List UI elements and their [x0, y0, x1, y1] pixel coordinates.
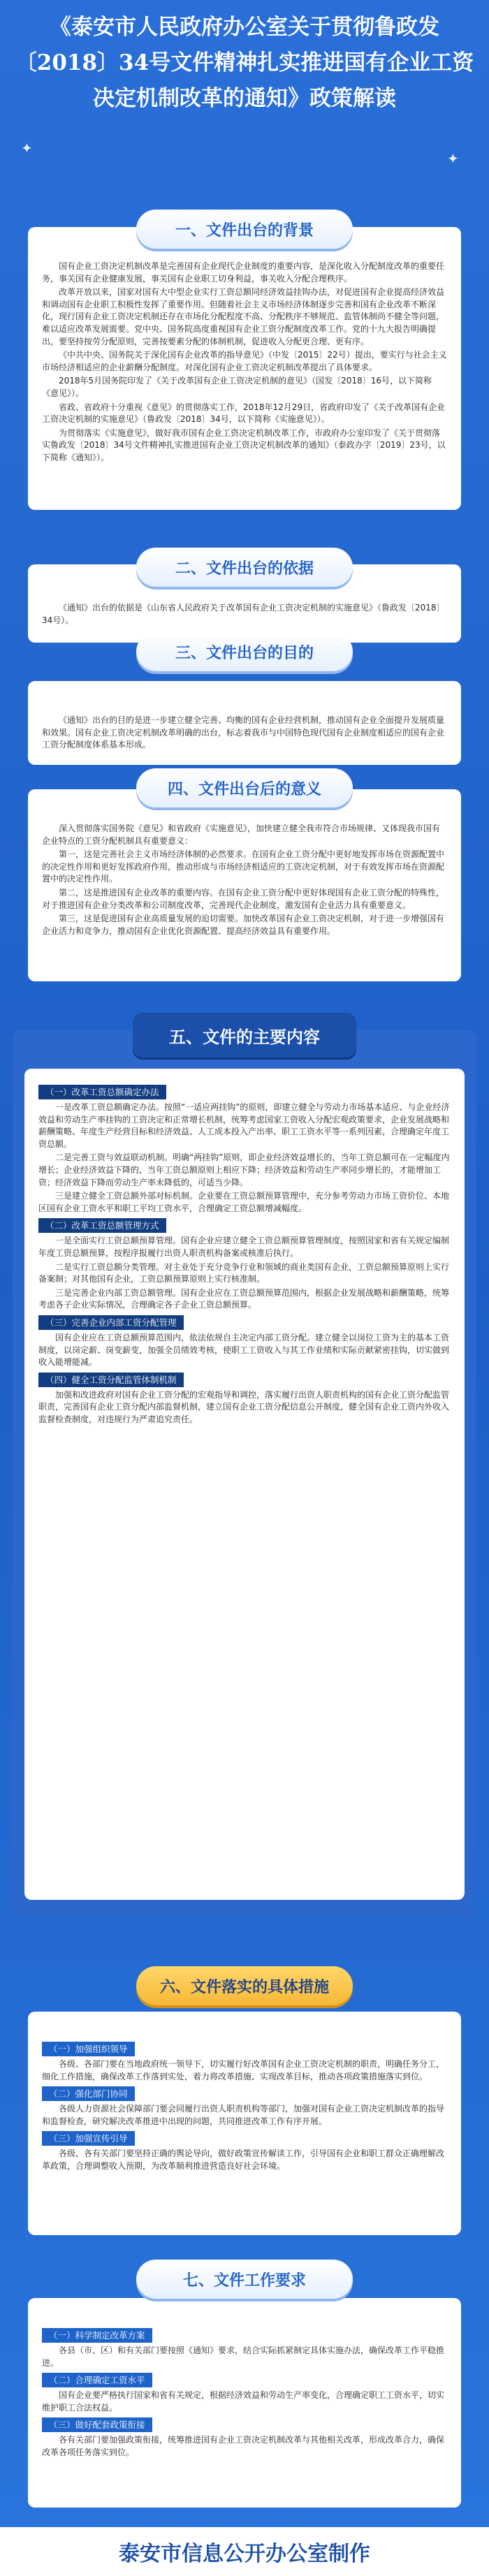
section-1-title: 一、文件出台的背景 [136, 210, 353, 249]
section-7-card [28, 2298, 461, 2508]
subsection-heading: （三）加强宣传引导 [42, 2131, 135, 2146]
paragraph: 2018年5月国务院印发了《关于改革国有企业工资决定机制的意见》（国发〔2018〕16号，以下简称《意见》）。 [42, 376, 432, 398]
paragraph: 国有企业工资决定机制改革是完善国有企业现代企业制度的重要内容，是深化收入分配制度改革的重要任务，事关国有企业健康发展，事关国有企业职工切身利益，事关收入分配合理秩序。 [42, 261, 445, 284]
paragraph: 为贯彻落实《实施意见》，做好我市国有企业工资决定机制改革工作，市政府办公室印发了《关于贯彻落实鲁政发〔2018〕34号文件精神扎实推进国有企业工资决定机制改革的通知》（泰政办字〔2019〕23号，以下简称《通知》）。 [42, 427, 446, 462]
section-5-title: 五、文件的主要内容 [133, 1013, 356, 1058]
section-5-card [24, 1069, 465, 1900]
section-4-card [28, 789, 461, 981]
paragraph: 国有企业要严格执行国家和省有关规定，根据经济效益和劳动生产率变化，合理确定职工工资水平，切实维护职工合法权益。 [42, 2390, 445, 2413]
paragraph: 第三，这是促进国有企业高质量发展的迫切需要。加快改革国有企业工资决定机制，对于进一步增强国有企业活力和竞争力，推动国有企业优化资源配置、提高经济效益具有重要作用。 [42, 914, 445, 936]
subsection-heading: （二）合理确定工资水平 [42, 2373, 152, 2387]
paragraph: 一是改革工资总额确定办法。按照“一适应两挂钩”的原则，即建立健全与劳动力市场基本适应、与企业经济效益和劳动生产率挂钩的工资决定和正常增长机制，统筹考虑国家工资收入分配宏观政策要求，企业发展战略和薪酬策略、年度生产经营目标和经济效益、人工成本投入产出率、职工工资水平等一系列因素，合理确定年度工资总额。 [38, 1102, 450, 1149]
paragraph: 三是完善企业内部工资总额管理。国有企业应在工资总额预算范围内，根据企业发展战略和薪酬策略，统筹考虑各子企业实际情况，合理确定各子企业工资总额预算。 [38, 1287, 450, 1310]
subsection-heading: （三）做好配套政策衔接 [42, 2417, 152, 2432]
paragraph: 省政、省政府十分重视《意见》的贯彻落实工作，2018年12月29日，省政府印发了《关于改革国有企业工资决定机制的实施意见》（鲁政发〔2018〕34号，以下简称《实施意见》）。 [42, 402, 446, 425]
subsection-heading: （二）改革工资总额管理方式 [38, 1218, 166, 1233]
footer-credit: 泰安市信息公开办公室制作 [0, 2527, 489, 2576]
hero-banner [0, 0, 489, 210]
subsection-heading: （二）强化部门协同 [42, 2086, 135, 2101]
section-4-title: 四、文件出台后的意义 [136, 768, 353, 807]
paragraph: 第二，这是推进国有企业改革的重要内容。在国有企业工资分配中更好体现国有企业工资分配的特殊性，对于推进国有企业分类改革和公司制度改革，完善现代企业制度，激发国有企业活力具有重要意义。 [42, 887, 445, 910]
paragraph: 二是实行工资总额分类管理。对主业处于充分竞争行业和领域的商业类国有企业，工资总额预算原则上实行备案制；对其他国有企业，工资总额预算原则上实行核准制。 [38, 1261, 450, 1285]
title-line-1: 《泰安市人民政府办公室关于贯彻鲁政发 [50, 15, 439, 40]
paragraph: 《中共中央、国务院关于深化国有企业改革的指导意见》（中发〔2015〕22号）提出，要实行与社会主义市场经济相适应的企业薪酬分配制度。对深化国有企业工资决定机制改革提出了具体要求。 [42, 350, 447, 372]
title-line-3: 决定机制改革的通知》政策解读 [93, 86, 396, 111]
paragraph: 《通知》出台的依据是《山东省人民政府关于改革国有企业工资决定机制的实施意见》（鲁政发〔2018〕34号）。 [42, 603, 445, 625]
paragraph: 深入贯彻落实国务院《意见》和省政府《实施意见》，加快建立健全我市符合市场规律、又体现我市国有企业特点的工资分配机制具有重要意义： [42, 824, 441, 846]
paragraph: 加强和改进政府对国有企业工资分配的宏观指导和调控，落实履行出资人职责机构的国有企业工资分配监管职责，完善国有企业工资分配内部监督机制，建立国有企业工资分配信息公开制度，健全国有企业工资内外收入监督检查制度，对违规行为严肃追究责任。 [38, 1389, 450, 1424]
paragraph: 各级人力资源社会保障部门要会同履行出资人职责机构等部门，加强对国有企业工资决定机制改革的指导和监督检查，研究解决改革推进中出现的问题，共同推进改革工作有序开展。 [42, 2104, 445, 2126]
sparkle-icon: ✦ [21, 140, 33, 156]
sparkle-icon: ✦ [447, 150, 459, 167]
subsection-heading: （一）加强组织领导 [42, 2042, 135, 2056]
paragraph: 国有企业应在工资总额预算范围内，依法依规自主决定内部工资分配。建立健全以岗位工资为主的基本工资制度，以岗定薪、岗变薪变，加强全员绩效考核，使职工工资收入与其工作业绩和实际贡献紧密挂钩，切实做到收入能增能减。 [38, 1332, 450, 1368]
title-line-2: 〔2018〕34号文件精神扎实推进国有企业工资 [15, 50, 474, 75]
subsection-heading: （一）改革工资总额确定办法 [38, 1085, 166, 1099]
paragraph: 各有关部门要加强政策衔接，统筹推进国有企业工资决定机制改革与其他相关改革，形成改革合力，确保改革各项任务落实到位。 [42, 2435, 445, 2457]
paragraph: 一是全面实行工资总额预算管理。国有企业应建立健全工资总额预算管理制度，按照国家和省有关规定编制年度工资总额预算，按程序报履行出资人职责机构备案或核准后执行。 [38, 1236, 450, 1258]
section-2-title: 二、文件出台的依据 [136, 548, 353, 587]
paragraph: 三是建立健全工资总额外部对标机制。企业要在工资总额预算管理中，充分参考劳动力市场工资价位、本地区国有企业工资水平和职工平均工资水平，合理确定工资总额增减幅度。 [38, 1191, 450, 1213]
section-7-title: 七、文件工作要求 [136, 2260, 353, 2299]
section-3-title: 三、文件出台的目的 [136, 632, 353, 671]
section-3-card [28, 681, 461, 765]
subsection-heading: （三）完善企业内部工资分配管理 [38, 1315, 184, 1330]
paragraph: 各级、各部门要在当地政府统一领导下，切实履行好改革国有企业工资决定机制的职责，明确任务分工，细化工作措施，确保改革工作落到实处，着力将改革措施、实现改革目标，推动各项政策措施落实到位。 [42, 2059, 445, 2081]
paragraph: 二是完善工资与效益联动机制。明确“两挂钩”原则，即企业经济效益增长的，当年工资总额可在一定幅度内增长；企业经济效益下降的，当年工资总额原则上相应下降；经济效益和劳动生产率同步增长的，才能增加工资；经济效益下降而劳动生产率未降低的，可适当少降。 [38, 1152, 450, 1187]
paragraph: 《通知》出台的目的是进一步建立健全完善、均衡的国有企业经营机制，推动国有企业全面提升发展质量和效果。国有企业工资决定机制改革明确的出台，标志着我市与中国特色现代国有企业制度相适应的国有企业工资分配制度体系基本形成。 [42, 715, 445, 750]
section-6-title: 六、文件落实的具体措施 [136, 1966, 353, 2005]
page-title [7, 10, 482, 117]
section-6-card [28, 2012, 461, 2235]
paragraph: 改革开放以来，国家对国有大中型企业实行工资总额同经济效益挂钩办法，对促进国有企业提高经济效益和调动国有企业职工积极性发挥了重要作用。但随着社会主义市场经济体制逐步完善和国有企业改革不断深化，现行国有企业工资决定机制还存在市场化分配程度不高、分配秩序不够规范、监管体制尚不健全等问题，难以适应改革发展需要。党中央、国务院高度重视国有企业工资分配制度改革工作。党的十九大报告明确提出，要坚持按劳分配原则，完善按要素分配的体制机制，促进收入分配更合理、更有序。 [42, 287, 445, 346]
paragraph: 各县（市、区）和有关部门要按照《通知》要求，结合实际抓紧制定具体实施办法，确保改革工作平稳推进。 [42, 2346, 445, 2368]
paragraph: 第一，这是完善社会主义市场经济体制的必然要求。在国有企业工资分配中更好地发挥市场在资源配置中的决定性作用和更好发挥政府作用，推动形成与市场经济相适应的工资决定机制，对于有效发挥市场在资源配置中的决定性作用。 [42, 849, 445, 884]
subsection-heading: （四）健全工资分配监管体制机制 [38, 1373, 184, 1387]
subsection-heading: （一）科学制定改革方案 [42, 2328, 152, 2343]
section-1-card [28, 227, 461, 510]
paragraph: 各级、各有关部门要坚持正确的舆论导向，做好政策宣传解读工作，引导国有企业和职工群众正确理解改革政策，合理调整收入预期，为改革顺利推进营造良好社会环境。 [42, 2149, 445, 2171]
